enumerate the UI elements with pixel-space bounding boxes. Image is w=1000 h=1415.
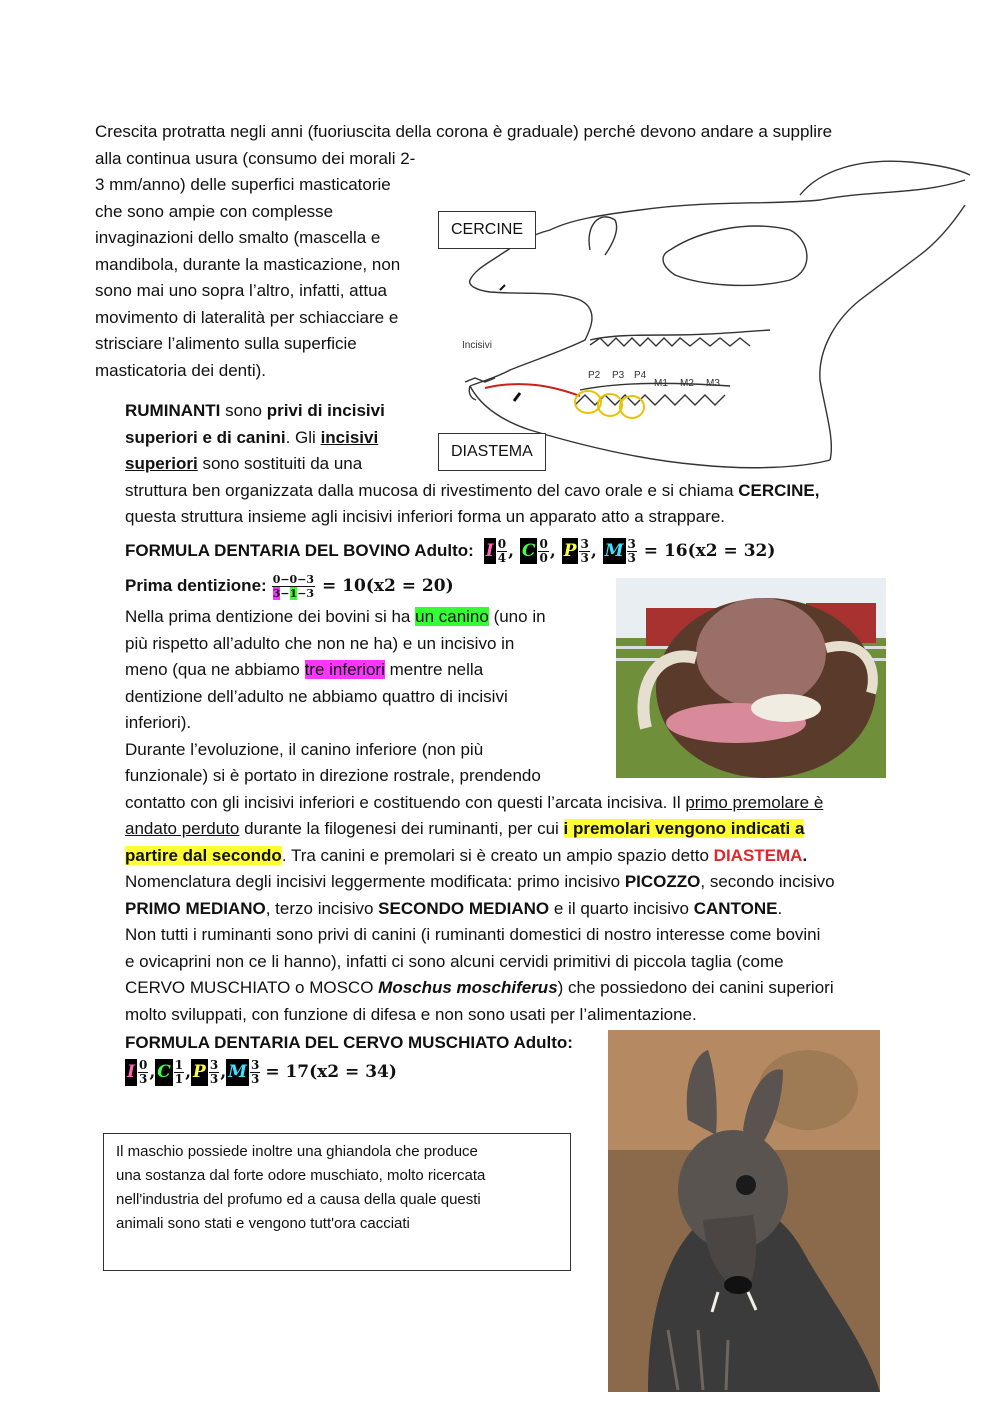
- prima-dentizione-expression: [271, 573, 454, 600]
- text-run: . Tra canini e premolari si è creato un ampio spazio detto: [281, 845, 714, 865]
- fraction: [250, 1059, 260, 1086]
- text-run: ) che possiedono dei canini superiori: [557, 978, 834, 997]
- text-run: e il quarto incisivo: [549, 898, 694, 918]
- symbol-incisors: I: [125, 1059, 137, 1086]
- tooth-label-m2: M2: [680, 378, 694, 389]
- cercine-term: CERCINE,: [738, 480, 820, 500]
- fraction-den: [273, 587, 314, 600]
- intro-line: mandibola, durante la masticazione, non: [95, 254, 401, 274]
- intro-line: invaginazioni dello smalto (mascella e: [95, 228, 381, 247]
- fraction: [272, 573, 315, 600]
- note-line: animali sono stati e vengono tutt'ora cacciati: [116, 1215, 410, 1232]
- text-run: meno (qua ne abbiamo: [125, 660, 305, 679]
- fraction-num: 0−0−3: [272, 572, 315, 586]
- term-primo-mediano: PRIMO MEDIANO: [125, 898, 266, 918]
- prima-dentizione-label: Prima dentizione:: [125, 575, 267, 595]
- tooth-label-m3: M3: [706, 378, 720, 389]
- text-run: andato perduto: [125, 819, 240, 838]
- fraction-num: 3: [209, 1058, 219, 1072]
- note-line: una sostanza dal forte odore muschiato, molto ricercata: [116, 1167, 486, 1184]
- intro-line: masticatoria dei denti).: [95, 360, 267, 380]
- symbol-canines: C: [520, 538, 538, 565]
- dentition-paragraph: [125, 604, 905, 1028]
- tooth-label-p4: P4: [634, 370, 647, 381]
- intro-line: che sono ampie con complesse: [95, 201, 334, 221]
- formula-cervo-label: FORMULA DENTARIA DEL CERVO MUSCHIATO Adulto:: [125, 1033, 573, 1052]
- note-line: Il maschio possiede inoltre una ghiandola che produce: [116, 1143, 478, 1160]
- fraction-den: 3: [209, 1072, 219, 1086]
- tooth-label-m1: M1: [654, 378, 668, 389]
- fraction-num: 0: [539, 536, 548, 551]
- ruminanti-term: RUMINANTI: [125, 401, 221, 420]
- text-run: contatto con gli incisivi inferiori e costituendo con questi l’arcata incisiva. Il: [125, 792, 686, 812]
- formula-bovino-label: FORMULA DENTARIA DEL BOVINO Adulto:: [125, 540, 474, 560]
- symbol-molars: M: [226, 1059, 249, 1086]
- text-run: sono sostituiti da una: [197, 454, 363, 473]
- text-line: funzionale) si è portato in direzione rostrale, prendendo: [125, 766, 541, 785]
- fraction-num: 1: [174, 1058, 184, 1072]
- highlight-tre-inferiori: tre inferiori: [304, 660, 385, 679]
- text-line: molto sviluppati, con funzione di difesa e non sono usati per l’alimentazione.: [125, 1004, 697, 1024]
- musk-deer-photo: [608, 1030, 880, 1392]
- fraction: [627, 538, 637, 565]
- text-run: Nella prima dentizione dei bovini si ha: [125, 607, 416, 626]
- fraction-den: 4: [497, 550, 507, 565]
- text-run: superiori: [125, 454, 198, 473]
- den-part: −: [280, 586, 290, 600]
- musk-gland-note: [103, 1133, 571, 1271]
- fraction: [209, 1059, 219, 1086]
- formula-cervo-expression: I $\frac{0}{3}$ , C $\frac{1}{1}$ , P $\frac{3}{3}$ , M $\frac{3}{3}$ = 17(x2 = 34): [127, 1058, 397, 1086]
- cercine-label: CERCINE: [451, 221, 524, 238]
- text-run: primo premolare è: [685, 792, 824, 812]
- intro-line: Crescita protratta negli anni (fuoriuscita della corona è graduale) perché devono andare a supplire: [95, 122, 833, 141]
- fraction-den: 3: [250, 1072, 260, 1086]
- text-line: inferiori).: [125, 713, 192, 732]
- text-run: . Gli: [285, 427, 321, 447]
- fraction-num: 0: [497, 536, 507, 551]
- text-line: questa struttura insieme agli incisivi inferiori forma un apparato atto a strappare.: [125, 507, 726, 526]
- text-run: (uno in: [488, 607, 546, 626]
- term-cantone: CANTONE: [693, 898, 778, 918]
- intro-line: movimento di lateralità per schiacciare e: [95, 307, 399, 327]
- text-run: incisivi: [320, 427, 379, 447]
- den-part: −3: [297, 586, 315, 600]
- fraction-num: 3: [250, 1058, 260, 1072]
- formula-bovino: [125, 533, 775, 569]
- text-run: sono: [220, 401, 267, 420]
- text-run: Nomenclatura degli incisivi leggermente modificata: primo incisivo: [125, 872, 625, 891]
- fraction-num: 0: [138, 1058, 148, 1072]
- musk-deer-illustration: [608, 1030, 880, 1392]
- symbol-molars: M: [603, 538, 626, 565]
- highlight-premolari: partire dal secondo: [125, 845, 282, 865]
- text-run: superiori e di canini: [125, 427, 286, 447]
- den-highlight: 1: [289, 586, 298, 600]
- symbol-canines: C: [155, 1059, 173, 1086]
- term-secondo-mediano: SECONDO MEDIANO: [378, 898, 550, 918]
- diastema-label: DIASTEMA: [451, 443, 533, 460]
- text-run: , terzo incisivo: [265, 898, 379, 918]
- tooth-label-p2: P2: [588, 370, 601, 381]
- fraction-num: 3: [627, 536, 636, 551]
- fraction-den: 1: [174, 1072, 184, 1086]
- text-run: CERVO MUSCHIATO o MOSCO: [125, 978, 379, 997]
- fraction-den: 3: [580, 550, 589, 565]
- formula-result: = 16(x2 = 32): [643, 540, 776, 561]
- intro-line: 3 mm/anno) delle superfici masticatorie: [95, 175, 391, 194]
- text-line: dentizione dell’adulto ne abbiamo quattro di incisivi: [125, 686, 508, 706]
- formula-result: = 17(x2 = 34): [265, 1062, 397, 1083]
- den-highlight: 3: [272, 586, 281, 600]
- formula-cervo: [125, 1030, 573, 1091]
- species-name: Moschus moschiferus: [378, 978, 558, 997]
- incisivi-label: Incisivi: [462, 340, 493, 351]
- intro-line: alla continua usura (consumo dei morali 2-: [95, 148, 416, 168]
- text-line: Durante l’evoluzione, il canino inferiore (non più: [125, 739, 484, 759]
- fraction: [138, 1059, 148, 1086]
- tooth-label-p3: P3: [612, 370, 625, 381]
- formula-bovino-expression: I $\frac{0}{4}$ , C $\frac{0}{0}$ , P $\frac{3}{3}$ , M $\frac{3}{3}$ = 16(x2 = 32): [485, 536, 776, 565]
- formula-result: = 10(x2 = 20): [322, 575, 454, 596]
- text-run: , secondo incisivo: [700, 872, 835, 891]
- symbol-premolars: P: [191, 1059, 208, 1086]
- diastema-term: DIASTEMA: [713, 845, 803, 865]
- formula-prima-dentizione: [125, 568, 454, 604]
- symbol-incisors: I: [484, 538, 496, 565]
- text-run: durante la filogenesi dei ruminanti, per cui: [239, 819, 564, 838]
- fraction-den: 0: [539, 550, 548, 565]
- fraction-den: 3: [627, 550, 636, 565]
- fraction: [174, 1059, 184, 1086]
- fraction-num: 3: [580, 536, 589, 551]
- highlight-premolari: i premolari vengono indicati a: [563, 819, 805, 838]
- highlight-un-canino: un canino: [415, 607, 489, 626]
- cercine-label-box: [438, 211, 536, 249]
- term-picozzo: PICOZZO: [624, 872, 701, 891]
- text-line: più rispetto all’adulto che non ne ha) e un incisivo in: [125, 633, 515, 653]
- fraction: [579, 538, 589, 565]
- note-line: nell'industria del profumo ed a causa della quale questi: [116, 1191, 481, 1208]
- text-run: privi di incisivi: [266, 401, 385, 420]
- text-run: struttura ben organizzata dalla mucosa di rivestimento del cavo orale e si chiama: [125, 480, 739, 500]
- fraction: [538, 538, 548, 565]
- text-run: mentre nella: [384, 660, 484, 679]
- ruminanti-paragraph: [125, 398, 905, 531]
- intro-line: strisciare l’alimento sulla superficie: [95, 334, 357, 353]
- symbol-premolars: P: [562, 538, 579, 565]
- fraction-den: 3: [138, 1072, 148, 1086]
- text-line: e ovicaprini non ce li hanno), infatti ci sono alcuni cervidi primitivi di piccola taglia (come: [125, 951, 784, 971]
- text-run: .: [777, 898, 783, 918]
- text-run: .: [802, 845, 808, 865]
- text-line: Non tutti i ruminanti sono privi di canini (i ruminanti domestici di nostro interesse come bovini: [125, 925, 821, 944]
- intro-line: sono mai uno sopra l’altro, infatti, attua: [95, 281, 387, 300]
- fraction: [497, 538, 507, 565]
